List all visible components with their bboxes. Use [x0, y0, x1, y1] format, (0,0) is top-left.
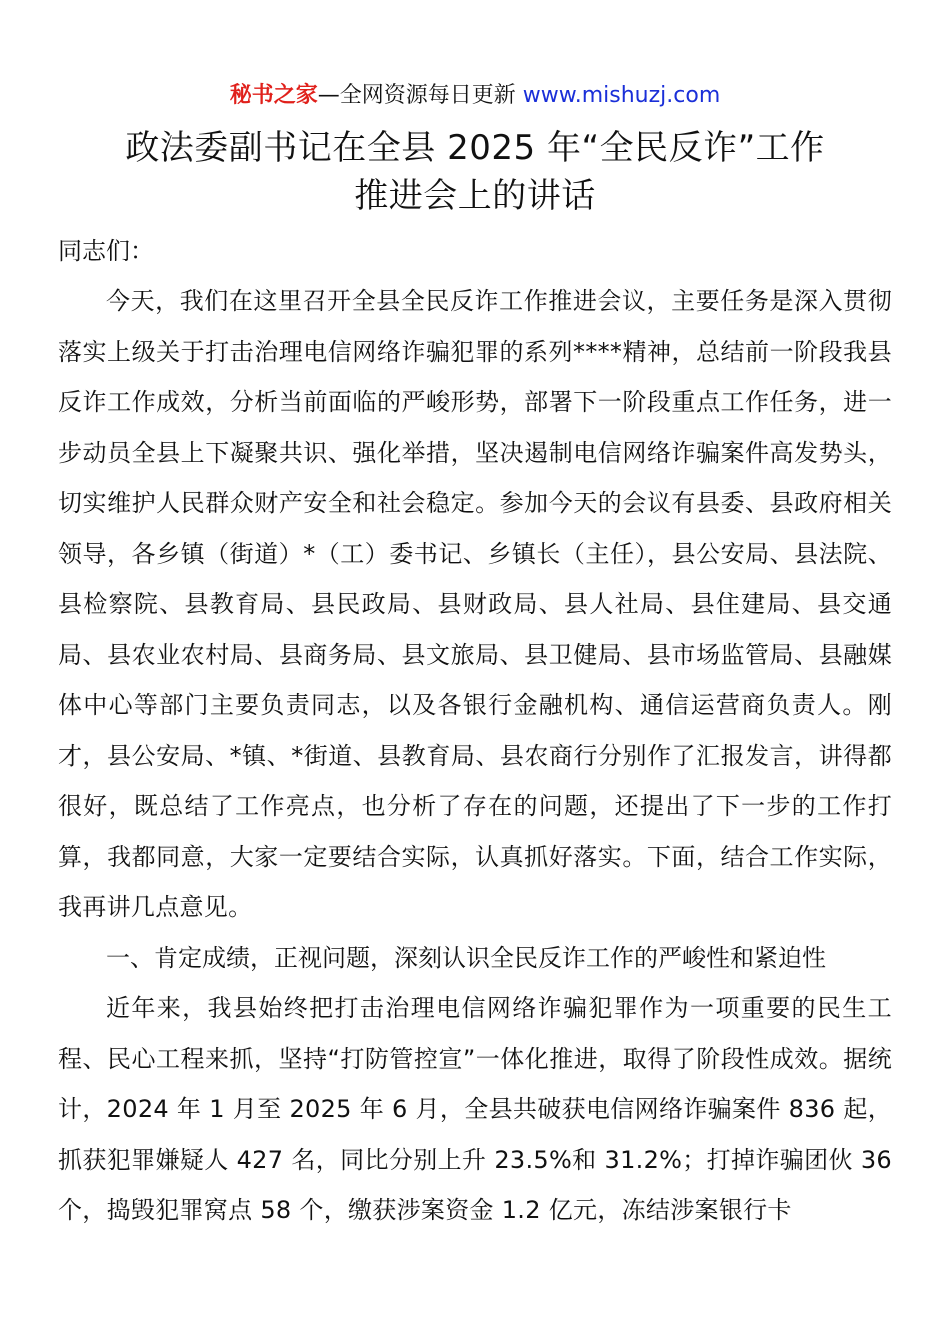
title-line-2: 推进会上的讲话	[354, 176, 596, 216]
salutation: 同志们：	[58, 237, 154, 265]
site-url-link[interactable]: www.mishuzj.com	[522, 83, 721, 108]
body-paragraph-1: 今天，我们在这里召开全县全民反诈工作推进会议，主要任务是深入贯彻落实上级关于打击治理电信网络诈骗犯罪的系列****精神，总结前一阶段我县反诈工作成效，分析当前面临的严峻形势，部署下一阶段重点工作任务，进一步动员全县上下凝聚共识、强化举措，坚决遏制电信网络诈骗案件高发势头，切实维护人民群众财产安全和社会稳定。参加今天的会议有县委、县政府相关领导，各乡镇（街道）*（工）委书记、乡镇长（主任），县公安局、县法院、县检察院、县教育局、县民政局、县财政局、县人社局、县住建局、县交通局、县农业农村局、县商务局、县文旅局、县卫健局、县市场监管局、县融媒体中心等部门主要负责同志，以及各银行金融机构、通信运营商负责人。刚才，县公安局、*镇、*街道、县教育局、县农商行分别作了汇报发言，讲得都很好，既总结了工作亮点，也分析了存在的问题，还提出了下一步的工作打算，我都同意，大家一定要结合实际，认真抓好落实。下面，结合工作实际，我再讲几点意见。	[58, 287, 892, 921]
site-tagline: —全网资源每日更新	[317, 83, 523, 108]
document-title	[58, 124, 892, 220]
document-page	[58, 78, 892, 1236]
body-paragraph-2: 近年来，我县始终把打击治理电信网络诈骗犯罪作为一项重要的民生工程、民心工程来抓，坚持“打防管控宣”一体化推进，取得了阶段性成效。据统计，2024 年 1 月至 2025 年 6 月，全县共破获电信网络诈骗案件 836 起，抓获犯罪嫌疑人 427 名，同比分别上升 23.5%和 31.2%；打掉诈骗团伙 36 个，捣毁犯罪窝点 58 个，缴获涉案资金 1.2 亿元，冻结涉案银行卡	[58, 994, 892, 1224]
brand-name: 秘书之家	[229, 83, 318, 108]
site-header	[58, 78, 892, 114]
title-line-1: 政法委副书记在全县 2025 年“全民反诈”工作	[125, 128, 825, 168]
section-heading-1: 一、肯定成绩，正视问题，深刻认识全民反诈工作的严峻性和紧迫性	[106, 943, 826, 972]
